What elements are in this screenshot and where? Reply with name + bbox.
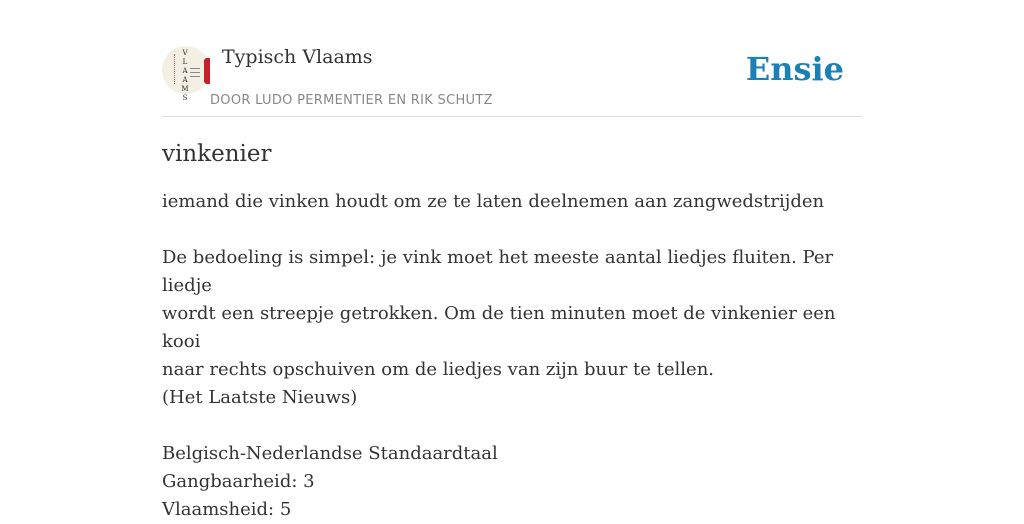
dictionary-title[interactable]: Typisch Vlaams — [222, 46, 373, 68]
logo-rule — [190, 68, 200, 69]
entry-content — [162, 188, 862, 524]
example-line: wordt een streepje getrokken. Om de tien minuten moet de vinkenier een kooi — [162, 303, 836, 352]
logo-lettering: V L A A M S — [181, 49, 189, 102]
logo-stripe — [204, 58, 210, 84]
language-variant: Belgisch-Nederlandse Standaardtaal — [162, 443, 498, 464]
dictionary-logo[interactable] — [162, 46, 210, 102]
vlaamsheid-rating: Vlaamsheid: 5 — [162, 499, 292, 520]
spacer — [162, 216, 862, 244]
ensie-brand-logo[interactable]: Ensie — [745, 50, 844, 88]
entry-card — [162, 44, 862, 524]
logo-rule — [190, 72, 200, 73]
spacer — [162, 412, 862, 440]
example-source: (Het Laatste Nieuws) — [162, 387, 358, 408]
entry-headword: vinkenier — [162, 141, 272, 167]
logo-decoration — [174, 54, 178, 84]
entry-definition: iemand die vinken houdt om ze te laten deelnemen aan zangwedstrijden — [162, 191, 825, 212]
dictionary-authors: DOOR LUDO PERMENTIER EN RIK SCHUTZ — [210, 93, 493, 108]
example-line: naar rechts opschuiven om de liedjes van zijn buur te tellen. — [162, 359, 715, 380]
entry-header — [162, 44, 862, 117]
example-line: De bedoeling is simpel: je vink moet het meeste aantal liedjes fluiten. Per liedje — [162, 247, 834, 296]
logo-rule — [190, 76, 200, 77]
gangbaarheid-rating: Gangbaarheid: 3 — [162, 471, 315, 492]
